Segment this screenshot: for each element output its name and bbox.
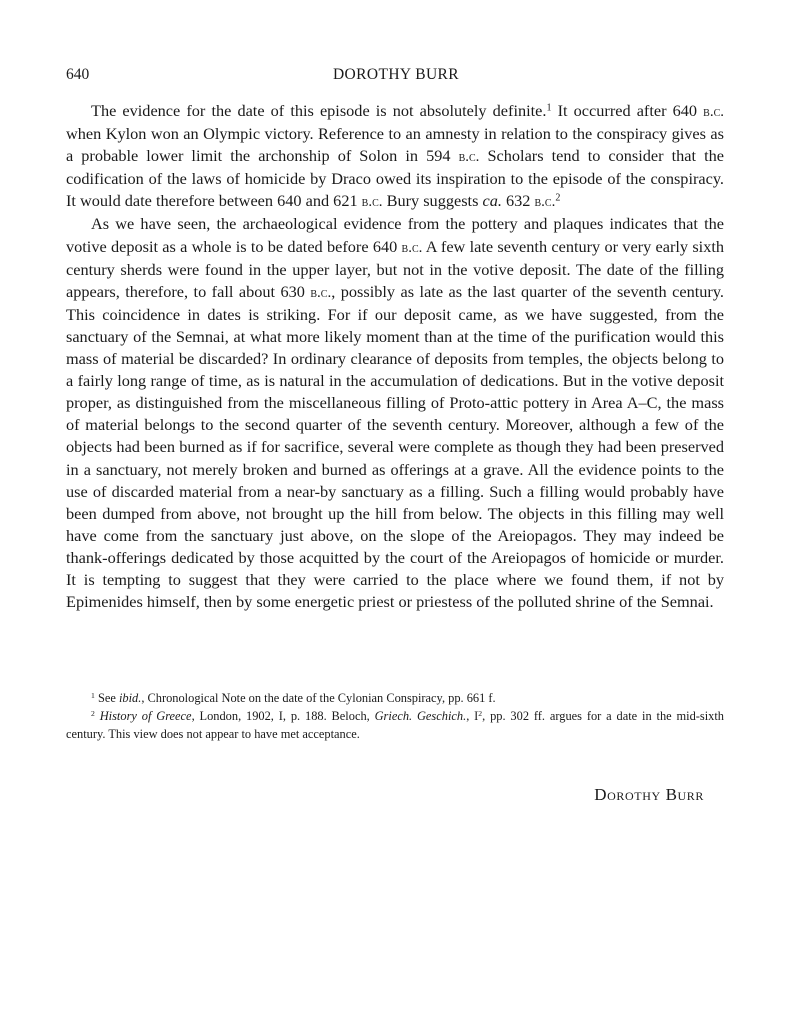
- body-text: [66, 100, 724, 613]
- footnote-ref-2: 2: [555, 192, 561, 204]
- footnote-1: $^1$ See ibid., Chronological Note on the date of the Cylonian Conspiracy, pp. 661 f.: [91, 690, 496, 705]
- paragraph-2: As we have seen, the archaeological evidence from the pottery and plaques indicates that the votive deposit as a whole is to be dated before 640 b.c. A few late seventh century or very early sixth century sherds were found in the upper layer, but not in the votive deposit. The date of the filling appears, therefore, to fall about 630 b.c., possibly as late as the last quarter of the seventh century. This coincidence in dates is striking. For if our deposit came, as we have suggested, from the sanctuary of the Semnai, at what more likely moment than at the time of the purification would this mass of material be discarded? In ordinary clearance of deposits from temples, the objects belong to a fairly long range of time, as is natural in the accumulation of dedications. But in the votive deposit proper, as distinguished from the miscellaneous filling of Proto-attic pottery in Area A–C, the mass of material belongs to the second quarter of the seventh century. Moreover, although a few of the objects had been burned as if for sacrifice, several were complete as though they had been preserved in a sanctuary, not merely broken and burned as offerings at a grave. All the evidence points to the use of discarded material from a near-by sanctuary as a filling. Such a filling would probably have been dumped from above, not brought up the hill from below. The objects in this filling may well have come from the sanctuary just above, on the slope of the Areiopagos. They may indeed be thank-offerings dedicated by those acquitted by the court of the Areiopagos of homicide or murder. It is tempting to suggest that they were carried to the place where we found them, if not by Epimenides himself, then by some energetic priest or priestess of the polluted shrine of the Semnai.: [66, 214, 725, 612]
- paragraph-1: The evidence for the date of this episode is not absolutely definite.$^1$ It occurred after 640 b.c. when Kylon won an Olympic victory. Reference to an amnesty in relation to the conspiracy gives as a probable lower limit the archonship of Solon in 594 b.c. Scholars tend to consider that the codification of the laws of homicide by Draco owed its inspiration to the episode of the conspiracy. It would date therefore between 640 and 621 b.c. Bury suggests ca. 632 b.c.$^2$: [66, 101, 724, 211]
- footnote-2: $^2$ History of Greece, London, 1902, I, p. 188. Beloch, Griech. Geschich., $I^2$, pp. 302 ff. argues for a date in the mid-sixth century. This view does not appear to have met acceptance.: [66, 708, 725, 741]
- footnote-ref-1: 1: [546, 102, 552, 114]
- page-number: 640: [66, 66, 90, 83]
- running-head: [66, 66, 726, 88]
- running-title: DOROTHY BURR: [332, 66, 460, 83]
- author-signature: Dorothy Burr: [594, 785, 704, 804]
- footnotes: [66, 689, 724, 743]
